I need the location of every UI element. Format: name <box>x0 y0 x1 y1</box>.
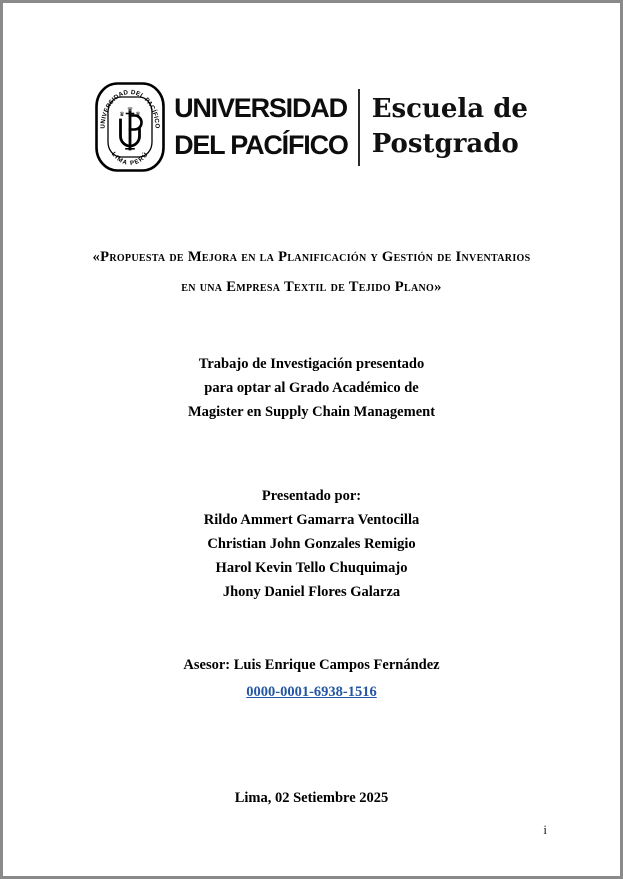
school-name <box>372 92 528 162</box>
title-line-1: «Propuesta de Mejora en la Planificación y Gestión de Inventarios <box>92 249 531 265</box>
crown-icon: ♛ <box>119 112 125 118</box>
advisor-section <box>3 652 620 706</box>
thesis-type-line-1: Trabajo de Investigación presentado <box>198 356 425 372</box>
university-name-line1: UNIVERSIDAD <box>174 93 347 123</box>
university-header <box>3 3 620 172</box>
university-seal-icon <box>95 82 165 172</box>
document-title <box>3 242 620 302</box>
advisor-line: Asesor: Luis Enrique Campos Fernández <box>183 657 440 673</box>
authors-section <box>3 484 620 604</box>
thesis-type <box>3 352 620 424</box>
seal-ring-text-bottom: LIMA PERÚ <box>110 150 151 168</box>
presented-by-heading: Presentado por: <box>261 488 362 504</box>
university-name-line2: DEL PACÍFICO <box>174 130 348 160</box>
crown-icon: ♛ <box>126 106 134 114</box>
page-number: i <box>543 822 547 837</box>
up-monogram-icon <box>121 113 142 149</box>
author-name: Christian John Gonzales Remigio <box>207 536 416 552</box>
school-name-line2: Postgrado <box>371 129 519 159</box>
place-date: Lima, 02 Setiembre 2025 <box>234 790 389 806</box>
author-name: Jhony Daniel Flores Galarza <box>222 584 401 600</box>
seal-ring-text-top: UNIVERSIDAD DEL PACÍFICO <box>99 88 161 129</box>
crown-icon: ♛ <box>135 112 141 118</box>
logo-divider <box>358 89 360 166</box>
author-name: Harol Kevin Tello Chuquimajo <box>215 560 408 576</box>
title-line-2: en una Empresa Textil de Tejido Plano» <box>181 279 442 295</box>
author-name: Rildo Ammert Gamarra Ventocilla <box>203 512 420 528</box>
title-page <box>3 3 620 876</box>
thesis-type-line-3: Magister en Supply Chain Management <box>187 404 436 420</box>
orcid-link[interactable]: 0000-0001-6938-1516 <box>246 684 377 700</box>
university-logotype <box>174 90 348 164</box>
thesis-type-line-2: para optar al Grado Académico de <box>204 380 419 396</box>
school-name-line1: Escuela de <box>371 94 528 124</box>
